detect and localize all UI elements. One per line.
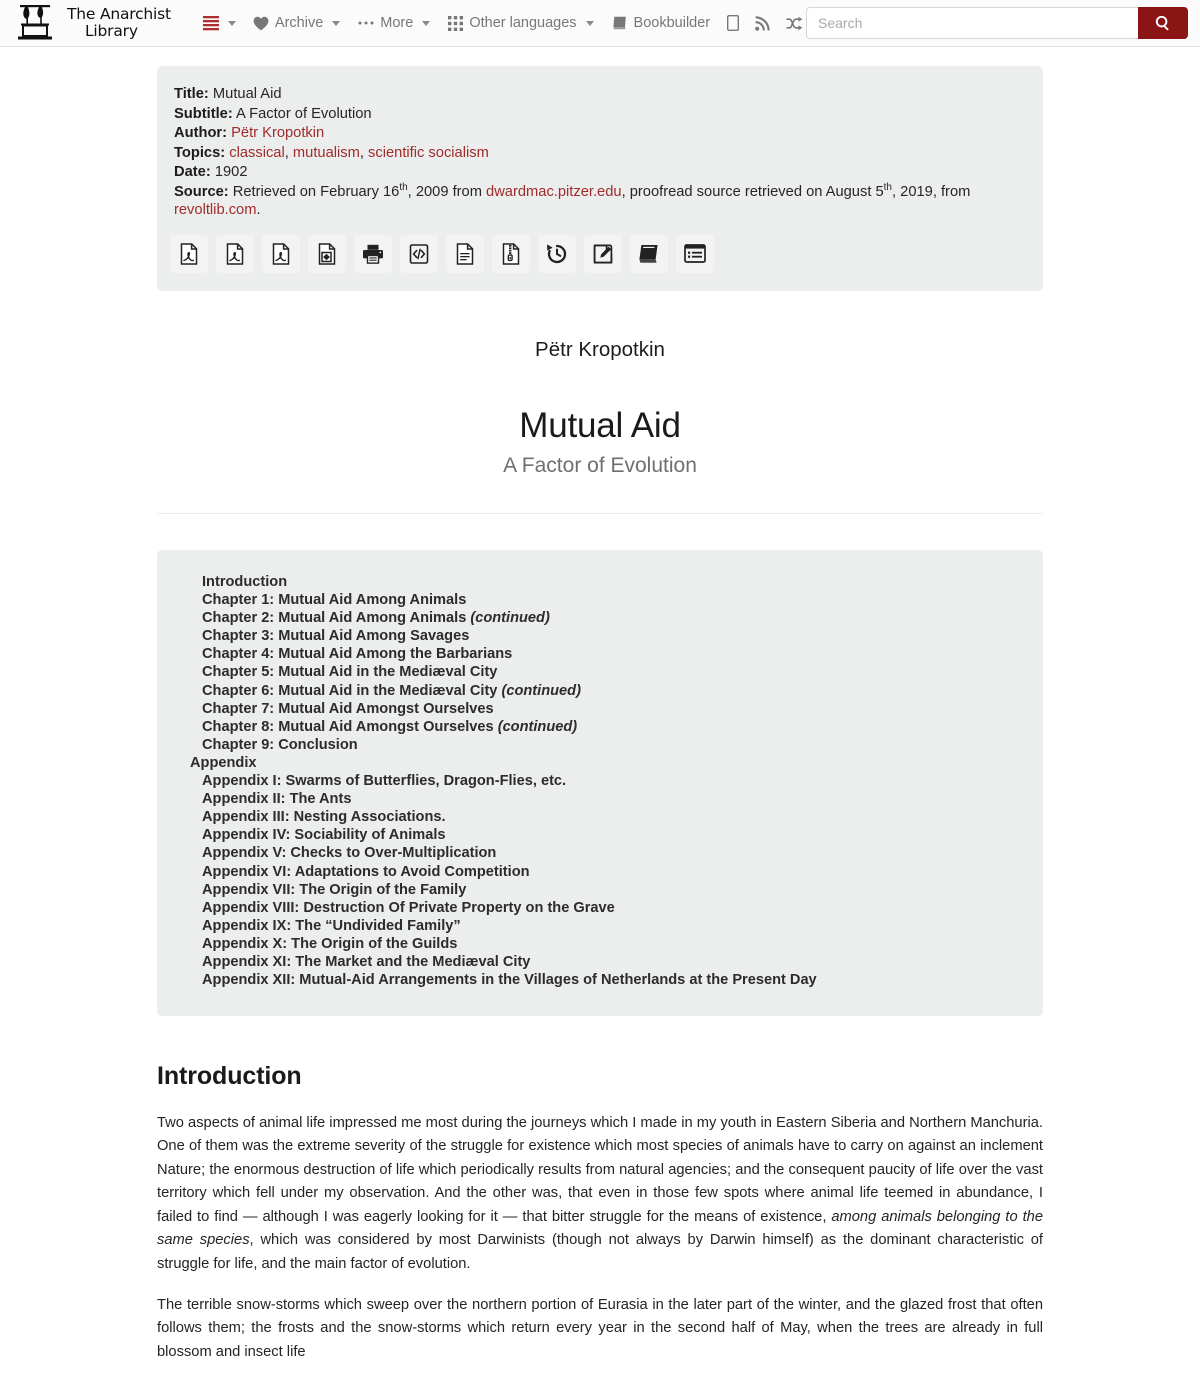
nav-item-feed[interactable] (747, 10, 778, 37)
toc-entry-label: Chapter 8: Mutual Aid Amongst Ourselves (202, 718, 498, 735)
tablet-icon (727, 15, 739, 31)
paragraph-text-a: Two aspects of animal life impressed me most during the journeys which I made in my youth in Eastern Siberia and Northern Manchuria. One of them was the extreme severity of the struggle for existence which most species of animals have to carry on against an inclement Nature; the enormous destruction of life which periodically results from natural agencies; and the consequent paucity of life over the vast territory which fell under my observation. And the other was, that even in those few spots where animal life teemed in abundance, I failed to find — although I was eagerly looking for it — that bitter struggle for the means of existence, (157, 1115, 1043, 1225)
metadata-source-end: . (256, 202, 261, 219)
toc-entry[interactable] (190, 574, 1013, 592)
nav-item-other-languages-label: Other languages (469, 15, 577, 31)
toc-entry[interactable] (190, 701, 1013, 719)
nav-item-index[interactable] (195, 9, 244, 37)
toc-entry[interactable] (190, 936, 1013, 954)
toc-entry[interactable] (190, 972, 1013, 990)
pdf-icon (224, 243, 246, 265)
pdf-icon (178, 243, 200, 265)
shuffle-icon (786, 16, 803, 31)
toc-entry[interactable] (190, 628, 1013, 646)
toc-entry[interactable] (190, 755, 1013, 773)
content-container (157, 66, 1043, 1394)
metadata-subtitle-label: Subtitle: (174, 105, 233, 122)
toc-entry-label: Appendix (190, 754, 257, 771)
metadata-source-pre: Retrieved on February 16 (232, 183, 400, 200)
toc-entry-label: Chapter 1: Mutual Aid Among Animals (202, 592, 467, 609)
toc-entry[interactable] (190, 791, 1013, 809)
toc-entry-label: Chapter 9: Conclusion (202, 736, 358, 753)
title-divider (157, 513, 1043, 514)
toc-entry[interactable] (190, 773, 1013, 791)
bookbuilder-button[interactable] (630, 235, 668, 273)
navbar-menu (195, 9, 806, 37)
article-body (157, 1016, 1043, 1394)
toc-entry-label: Chapter 5: Mutual Aid in the Mediæval City (202, 664, 498, 681)
metadata-subtitle-row (174, 105, 1026, 125)
metadata-title-row (174, 85, 1026, 105)
metadata-topics-row (174, 144, 1026, 164)
toc-entry-continued: (continued) (470, 610, 550, 627)
heart-icon (253, 16, 269, 31)
epub-icon (316, 243, 338, 265)
search-form (806, 7, 1188, 39)
top-navbar (0, 0, 1200, 47)
nav-item-more[interactable] (349, 9, 439, 37)
metadata-card (157, 66, 1043, 291)
paragraph-emphasis: among animals belonging to the same species (157, 1208, 1043, 1249)
work-title: Mutual Aid (519, 405, 681, 445)
site-logo-link[interactable] (14, 3, 171, 43)
archive-zip-button[interactable] (492, 235, 530, 273)
toc-entry[interactable] (190, 918, 1013, 936)
metadata-subtitle-value: A Factor of Evolution (236, 105, 372, 122)
toc-entry-label: Appendix X: The Origin of the Guilds (202, 935, 458, 952)
metadata-date-label: Date: (174, 164, 211, 180)
title-block (157, 291, 1043, 514)
toc-entry[interactable] (190, 737, 1013, 755)
metadata-source-ordinal-2: th (883, 181, 892, 193)
toc-entry-label: Appendix V: Checks to Over-Multiplication (202, 845, 497, 862)
toc-button[interactable] (676, 235, 714, 273)
toc-entry-label: Chapter 2: Mutual Aid Among Animals (202, 610, 471, 627)
site-title (67, 6, 171, 39)
toc-entry[interactable] (190, 954, 1013, 972)
toc-entry-label: Appendix IX: The “Undivided Family” (202, 917, 461, 934)
toc-entry[interactable] (190, 682, 1013, 700)
page-body (0, 66, 1200, 1394)
metadata-topics-label: Topics: (174, 144, 226, 161)
toc-entry-label: Appendix XII: Mutual-Aid Arrangements in the Villages of Netherlands at the Present Day (202, 972, 817, 989)
paragraph (157, 1112, 1043, 1276)
metadata-source-link-1[interactable]: dwardmac.pitzer.edu (486, 183, 622, 200)
history-icon (546, 243, 568, 264)
toc-entry-label: Appendix III: Nesting Associations. (202, 809, 446, 826)
toc-entry[interactable] (190, 592, 1013, 610)
zip-file-icon (500, 243, 522, 265)
metadata-source-mid2: , proofread source retrieved on August 5 (621, 183, 884, 200)
epub-button[interactable] (308, 235, 346, 273)
toc-entry-label: Chapter 6: Mutual Aid in the Mediæval City (202, 682, 502, 699)
metadata-source-mid3: , 2019, from (891, 183, 971, 200)
toc-entry-label: Appendix VI: Adaptations to Avoid Competition (202, 863, 530, 880)
toc-entry[interactable] (190, 719, 1013, 737)
list-red-icon (203, 15, 219, 31)
toc-entry-label: Appendix IV: Sociability of Animals (202, 827, 446, 844)
work-subtitle: A Factor of Evolution (503, 453, 697, 477)
printer-icon (362, 244, 384, 264)
toc-entry[interactable] (190, 882, 1013, 900)
edit-button[interactable] (584, 235, 622, 273)
paragraph: The terrible snow-storms which sweep over the northern portion of Eurasia in the later part of the winter, and the glazed frost that often follows them; the frosts and the snow-storms which return every year in the second half of May, when the trees are already in full blossom and insect life (157, 1296, 1043, 1360)
nav-item-archive[interactable] (244, 9, 349, 37)
metadata-source-mid: , 2009 from (407, 183, 487, 200)
metadata-source-label: Source: (174, 183, 229, 200)
pdf-icon (270, 243, 292, 265)
metadata-title-value: Mutual Aid (212, 86, 282, 102)
site-title-line2: Library (85, 22, 138, 40)
toc-entry-continued: (continued) (497, 718, 578, 735)
metadata-source-row (174, 183, 1026, 221)
work-author: Pëtr Kropotkin (535, 337, 665, 361)
metadata-topics-list: classical, mutualism, scientific socialism (229, 144, 489, 161)
format-toolbar (157, 221, 1043, 291)
toc-entry-label: Appendix VIII: Destruction Of Private Property on the Grave (202, 899, 615, 916)
toc-entry-label: Appendix II: The Ants (202, 791, 352, 808)
search-input[interactable] (806, 7, 1138, 39)
source-code-button[interactable] (400, 235, 438, 273)
metadata-source-link-2[interactable]: revoltlib.com (174, 202, 257, 219)
code-icon (408, 243, 430, 265)
toc-entry[interactable] (190, 664, 1013, 682)
search-button[interactable] (1138, 7, 1188, 39)
search-icon (1155, 15, 1171, 31)
grid-icon (448, 16, 463, 31)
chevron-down-icon (332, 21, 340, 26)
chevron-down-icon (228, 21, 236, 26)
paragraph-text-b: , which was considered by most Darwinists (though not always by Darwin himself) as the dominant characteristic of struggle for life, and the main factor of evolution. (157, 1232, 1044, 1272)
toc-entry-label: Appendix XI: The Market and the Mediæval City (202, 953, 531, 970)
toc-entry-continued: (continued) (501, 682, 581, 699)
pdf-letter-button[interactable] (170, 235, 208, 273)
list-icon (684, 244, 706, 263)
table-of-contents (157, 550, 1043, 1016)
metadata-source-ordinal-1: th (399, 181, 408, 193)
chevron-down-icon (422, 21, 430, 26)
toc-entry[interactable] (190, 863, 1013, 881)
metadata-author-label: Author: (174, 125, 228, 141)
ellipsis-icon (358, 20, 374, 26)
site-title-line1: The Anarchist (67, 5, 171, 24)
metadata-topic-link[interactable]: classical (229, 144, 285, 161)
metadata-author-row (174, 124, 1026, 144)
nav-item-other-languages[interactable] (439, 9, 602, 37)
history-button[interactable] (538, 235, 576, 273)
metadata-author-link[interactable]: Pëtr Kropotkin (231, 125, 325, 141)
metadata-date-row (174, 163, 1026, 183)
toc-entry-label: Appendix I: Swarms of Butterflies, Dragon-Flies, etc. (202, 773, 567, 790)
nav-item-more-label: More (380, 15, 414, 31)
rss-icon (755, 16, 770, 31)
plain-text-button[interactable] (446, 235, 484, 273)
nav-item-bookbuilder-label: Bookbuilder (633, 15, 711, 31)
metadata-date-value: 1902 (214, 164, 248, 180)
print-button[interactable] (354, 235, 392, 273)
chevron-down-icon (586, 21, 594, 26)
toc-entry[interactable] (190, 900, 1013, 918)
toc-entry-label: Chapter 4: Mutual Aid Among the Barbarians (202, 646, 513, 663)
toc-entry-label: Appendix VII: The Origin of the Family (202, 881, 467, 898)
pdf-imposed-button[interactable] (262, 235, 300, 273)
printing-press-logo-icon (14, 3, 60, 43)
section-heading-introduction: Introduction (157, 1062, 302, 1091)
book-icon (612, 16, 628, 30)
nav-item-mobile[interactable] (719, 9, 747, 37)
toc-entry[interactable] (190, 809, 1013, 827)
metadata-lines (157, 85, 1043, 221)
text-file-icon (454, 243, 476, 265)
metadata-topic-link[interactable]: scientific socialism (368, 144, 489, 161)
toc-entry[interactable] (190, 845, 1013, 863)
book-icon (638, 244, 660, 264)
edit-icon (592, 243, 614, 265)
toc-entry[interactable] (190, 610, 1013, 628)
toc-entry-label: Chapter 3: Mutual Aid Among Savages (202, 628, 470, 645)
toc-entry-label: Introduction (202, 574, 288, 590)
toc-entry-label: Chapter 7: Mutual Aid Amongst Ourselves (202, 700, 494, 717)
nav-item-bookbuilder[interactable] (603, 9, 720, 37)
metadata-title-label: Title: (174, 86, 209, 102)
pdf-a4-button[interactable] (216, 235, 254, 273)
nav-item-archive-label: Archive (274, 15, 324, 31)
toc-entry[interactable] (190, 646, 1013, 664)
metadata-topic-link[interactable]: mutualism (292, 144, 360, 161)
toc-entry[interactable] (190, 827, 1013, 845)
